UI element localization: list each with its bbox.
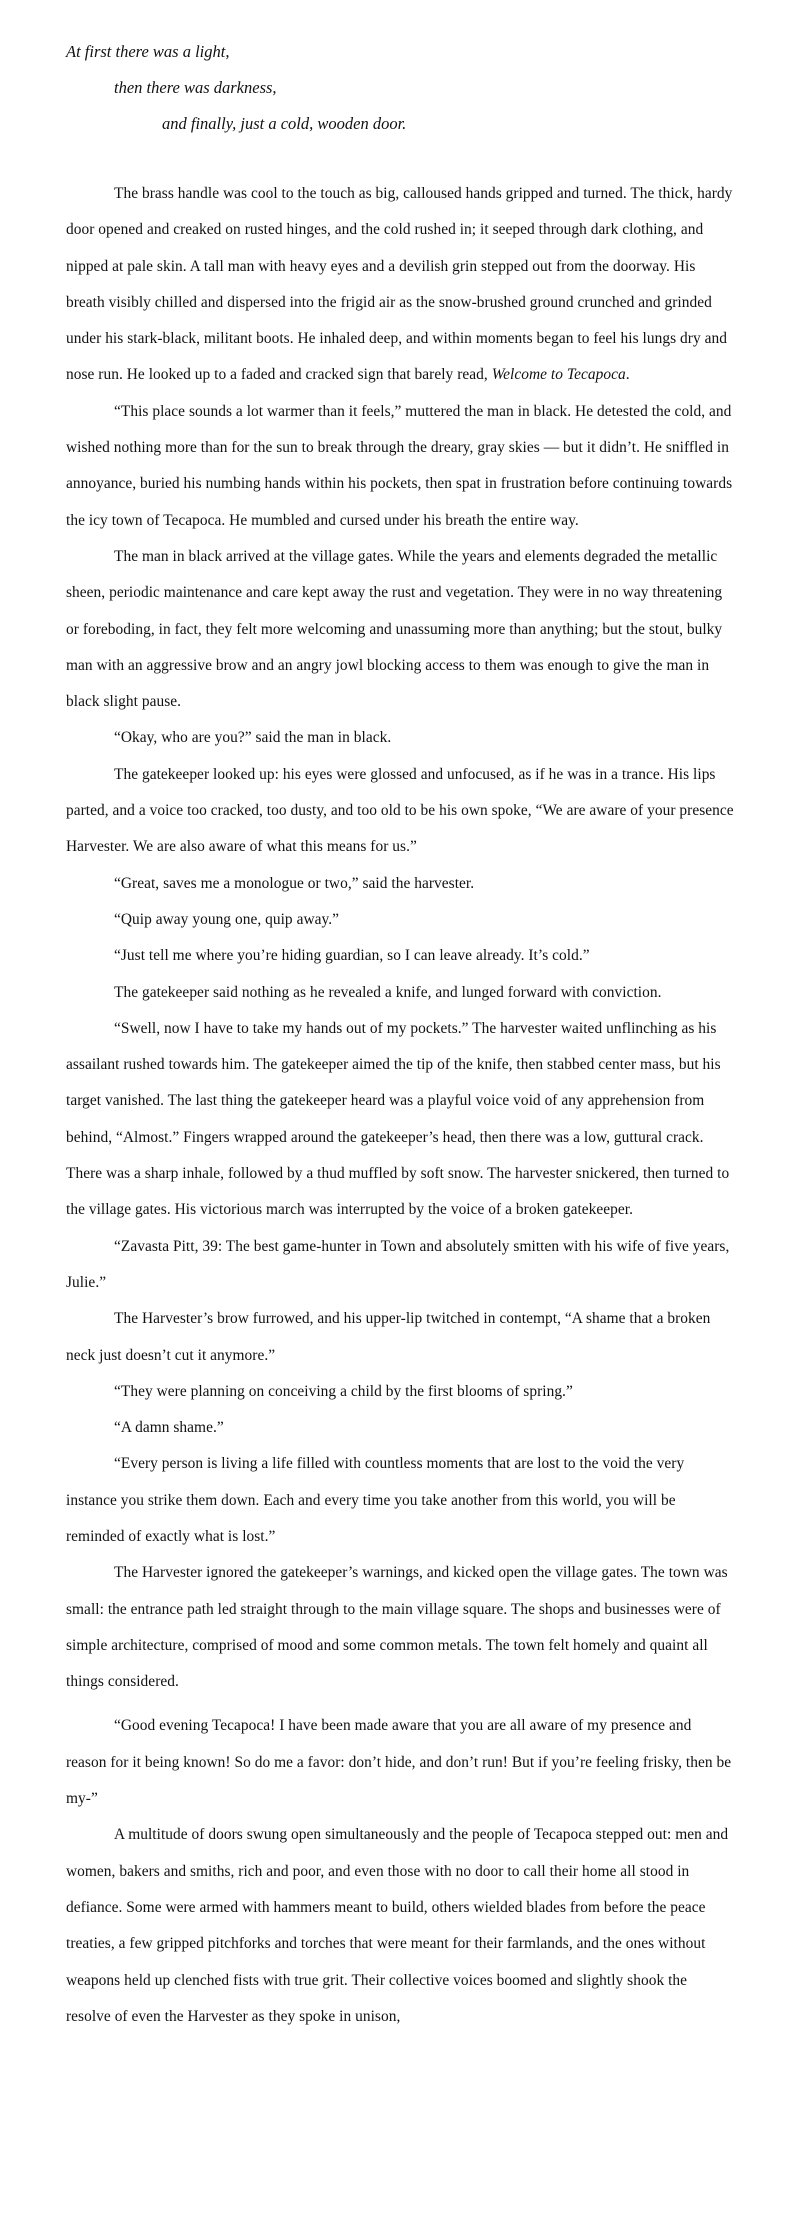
epigraph — [66, 34, 766, 142]
paragraph-16: The Harvester ignored the gatekeeper’s warnings, and kicked open the village gates. The town was small: the entrance path led straight through to the main village square. The shops and businesses were of simple architecture, comprised of mood and some common metals. The town felt homely and quaint all things considered. — [66, 1564, 728, 1691]
paragraph-1 — [66, 176, 734, 394]
paragraph-9: The gatekeeper said nothing as he revealed a knife, and lunged forward with conviction. — [114, 983, 662, 1001]
paragraph-13: “They were planning on conceiving a child by the first blooms of spring.” — [114, 1382, 573, 1400]
paragraph-1-end: . — [625, 366, 630, 384]
paragraph-6: “Great, saves me a monologue or two,” said the harvester. — [114, 874, 475, 892]
paragraph-15: “Every person is living a life filled with countless moments that are lost to the void the very instance you strike them down. Each and every time you take another from this world, you will be reminded of exactly what is lost.” — [66, 1455, 685, 1545]
paragraph-17: “Good evening Tecapoca! I have been made aware that you are all aware of my presence and reason for it being known! So do me a favor: don’t hide, and don’t run! But if you’re feeling frisky, then be my-” — [66, 1717, 732, 1808]
paragraph-18: A multitude of doors swung open simultaneously and the people of Tecapoca stepped out: men and women, bakers and smiths, rich and poor, and even those with no door to call their home all stood in defiance. Some were armed with hammers meant to build, others wielded blades from before the peace treaties, a few gripped pitchforks and torches that were meant for their farmlands, and the ones without weapons held up clenched fists with true grit. Their collective voices boomed and slightly shook the resolve of even the Harvester as they spoke in unison, — [66, 1826, 729, 2025]
epigraph-line-2: then there was darkness, — [114, 78, 277, 97]
paragraph-12: The Harvester’s brow furrowed, and his upper-lip twitched in contempt, “A shame that a broken neck just doesn’t cut it anymore.” — [66, 1310, 711, 1364]
paragraph-4: “Okay, who are you?” said the man in black. — [114, 729, 392, 747]
epigraph-line-3: and finally, just a cold, wooden door. — [162, 114, 407, 133]
paragraph-3: The man in black arrived at the village gates. While the years and elements degraded the metallic sheen, periodic maintenance and care kept away the rust and vegetation. They were in no way threatening or foreboding, in fact, they felt more welcoming and unassuming more than anything; but the stout, bulky man with an aggressive brow and an angry jowl blocking access to them was enough to give the man in black slight pause. — [66, 547, 723, 711]
paragraph-8: “Just tell me where you’re hiding guardian, so I can leave already. It’s cold.” — [114, 947, 590, 965]
sign-text: Welcome to Tecapoca — [491, 366, 626, 384]
paragraph-1-text: The brass handle was cool to the touch as big, calloused hands gripped and turned. The thick, hardy door opened and creaked on rusted hinges, and the cold rushed in; it seeped through dark clothing, and nipped at pale skin. A tall man with heavy eyes and a devilish grin stepped out from the doorway. His breath visibly chilled and dispersed into the frigid air as the snow-brushed ground crunched and grinded under his stark-black, militant boots. He inhaled deep, and within moments began to feel his lungs dry and nose run. He looked up to a faded and cracked sign that barely read, — [66, 185, 733, 384]
paragraph-5: The gatekeeper looked up: his eyes were glossed and unfocused, as if he was in a trance. His lips parted, and a voice too cracked, too dusty, and too old to be his own spoke, “We are aware of your presence Harvester. We are also aware of what this means for us.” — [66, 765, 734, 856]
paragraph-11: “Zavasta Pitt, 39: The best game-hunter in Town and absolutely smitten with his wife of five years, Julie.” — [66, 1237, 730, 1291]
paragraph-10: “Swell, now I have to take my hands out of my pockets.” The harvester waited unflinching as his assailant rushed towards him. The gatekeeper aimed the tip of the knife, then stabbed center mass, but his target vanished. The last thing the gatekeeper heard was a playful voice void of any apprehension from behind, “Almost.” Fingers wrapped around the gatekeeper’s head, then there was a low, guttural crack. There was a sharp inhale, followed by a thud muffled by soft snow. The harvester snickered, then turned to the village gates. His victorious march was interrupted by the voice of a broken gatekeeper. — [66, 1019, 730, 1219]
paragraph-2: “This place sounds a lot warmer than it feels,” muttered the man in black. He detested the cold, and wished nothing more than for the sun to break through the dreary, gray skies — but it didn’t. He sniffled in annoyance, buried his numbing hands within his pockets, then spat in frustration before continuing towards the icy town of Tecapoca. He mumbled and cursed under his breath the entire way. — [66, 402, 733, 529]
paragraph-14: “A damn shame.” — [114, 1419, 224, 1437]
paragraph-7: “Quip away young one, quip away.” — [114, 910, 340, 928]
story-body — [66, 176, 734, 2035]
epigraph-line-1: At first there was a light, — [66, 42, 230, 61]
